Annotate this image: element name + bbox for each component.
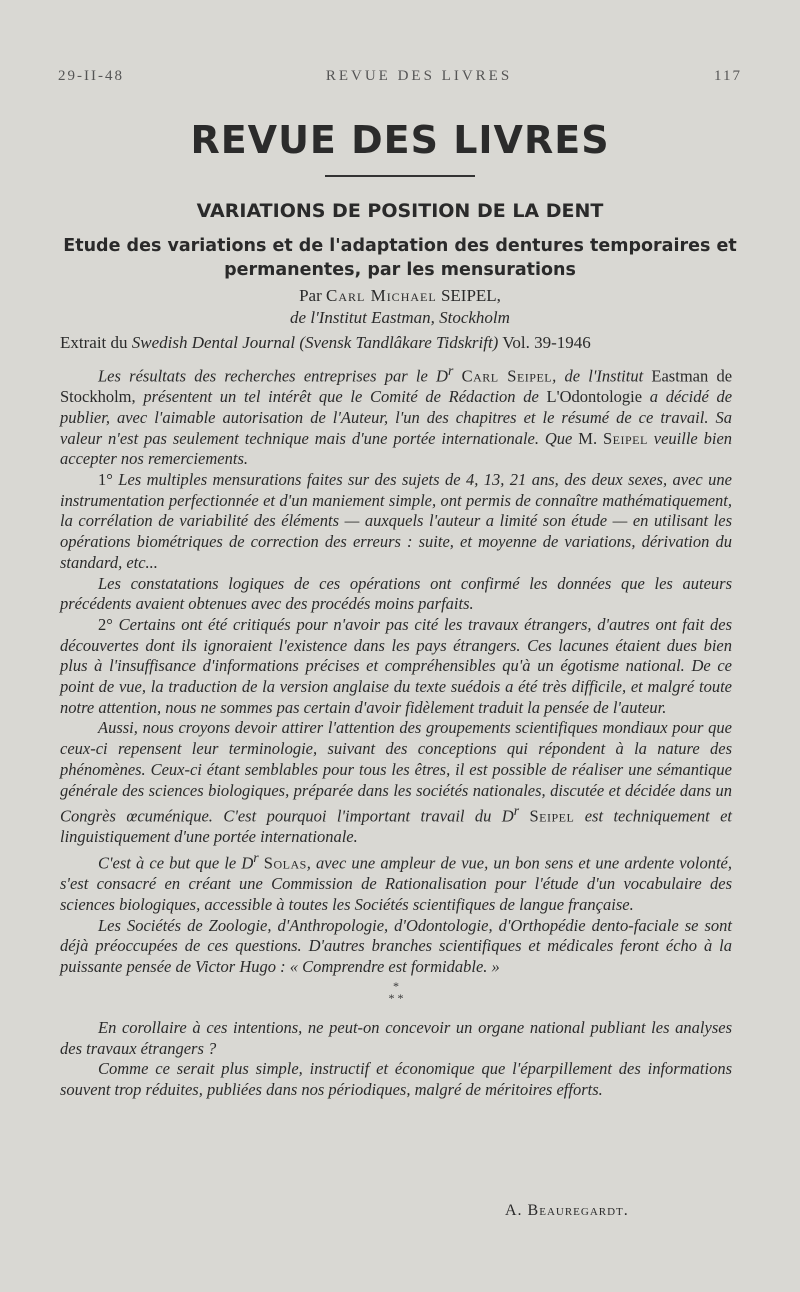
page-title: REVUE DES LIVRES <box>190 118 610 162</box>
running-head <box>58 68 742 85</box>
author-line: Par Carl Michael SEIPEL, <box>299 286 501 305</box>
paragraph-societes: Les Sociétés de Zoologie, d'Anthropologie, d'Odontologie, d'Orthopédie dento-faciale se sont déjà préoccupées de ces questions. D'autres branches scientifiques et médicales feront écho à la puissante pensée de Victor Hugo : « Comprendre est formidable. » <box>60 915 732 977</box>
paragraph-conclusion: Comme ce serait plus simple, instructif et économique que l'éparpillement des informations souvent trop réduites, publiées dans nos périodiques, malgré de méritoires efforts. <box>60 1059 732 1099</box>
paragraph-aussi: Aussi, nous croyons devoir attirer l'attention des groupements scientifiques mondiaux pour que ceux-ci repensent leur terminologie, suivant des conceptions qui répondent à la nature des phénomènes. Ceux-ci étant semblables pour tous les êtres, il est possible de réaliser une sémantique générale des sciences biologiques, préparée dans les sociétés nationales, discutée et décidée dans un Congrès œcuménique. C'est pourquoi l'important travail du $D^r$ Seipel est techniquement et linguistiquement d'une portée internationale. <box>60 718 732 847</box>
extract-source: Extrait du Swedish Dental Journal (Svensk Tandlâkare Tidskrift) Vol. 39-1946 <box>60 333 591 352</box>
paragraph-point-2: 2° Certains ont été critiqués pour n'avoir pas cité les travaux étrangers, d'autres ont fait des découvertes dont ils ignoraient l'existence dans les pays étrangers. Ces lacunes étaient dues bien plus à l'insuffisance d'informations précises et compréhensibles qu'à un égotisme national. De ce point de vue, la traduction de la version anglaise du texte suédois a été très difficile, et malgré toute notre attention, nous ne sommes pas certain d'avoir fidèlement traduit la pensée de l'auteur. <box>60 614 733 717</box>
byline <box>0 285 800 329</box>
paragraph-intro: Les résultats des recherches entreprises par le $D^r$ Carl Seipel, de l'Institut Eastman de Stockholm, présentent un tel intérêt que le Comité de Rédaction de L'Odontologie a décidé de publier, avec l'aimable autorisation de l'Auteur, l'un des chapitres et le résumé de ce travail. Sa valeur n'est pas seulement technique mais d'une portée internationale. Que M. Seipel veuille bien accepter nos remerciements. <box>60 363 733 469</box>
signature: A. Beauregardt. <box>505 1202 629 1219</box>
article-subtitle: Etude des variations et de l'adaptation des dentures temporaires et permanentes, par les mensurations <box>63 236 737 280</box>
paragraph-point-1: 1° Les multiples mensurations faites sur des sujets de 4, 13, 21 ans, des deux sexes, avec une instrumentation perfectionnée et d'un maniement simple, ont permis de connaître mathématiquement, la corrélation de variabilité des éléments — auxquels l'auteur a limité son étude — en utilisant les opérations biométriques de correction des erreurs : suite, et moyenne de variations, dérivation du standard, etc... <box>60 470 732 572</box>
article-body <box>60 361 732 1101</box>
section-asterism: * * * <box>388 978 404 1005</box>
paragraph-corollaire: En corollaire à ces intentions, ne peut-on concevoir un organe national publiant les analyses des travaux étrangers ? <box>60 1017 732 1058</box>
paragraph-constatations: Les constatations logiques de ces opérations ont confirmé les données que les auteurs précédents avaient obtenues avec des procédés moins parfaits. <box>60 573 732 614</box>
author-surname: SEIPEL, <box>440 286 501 305</box>
running-head-title: REVUE DES LIVRES <box>325 68 513 84</box>
running-head-date: 29-II-48 <box>58 68 124 84</box>
paragraph-solas: C'est à ce but que le $D^r$ Solas, avec une ampleur de vue, un bon sens et une ardente volonté, s'est consacré en créant une Commission de Rationalisation pour l'étude d'un vocabulaire des sciences biologiques, accessible à toutes les Sociétés scientifiques de langue française. <box>60 850 733 915</box>
author-given-names: Carl Michael <box>325 286 437 305</box>
author-affiliation: de l'Institut Eastman, Stockholm <box>290 308 510 327</box>
page-number: 117 <box>714 68 742 84</box>
journal-name: Swedish Dental Journal (Svensk Tandlâkare Tidskrift) <box>131 333 499 352</box>
title-underline <box>325 175 475 177</box>
article-heading: VARIATIONS DE POSITION DE LA DENT <box>196 200 604 222</box>
